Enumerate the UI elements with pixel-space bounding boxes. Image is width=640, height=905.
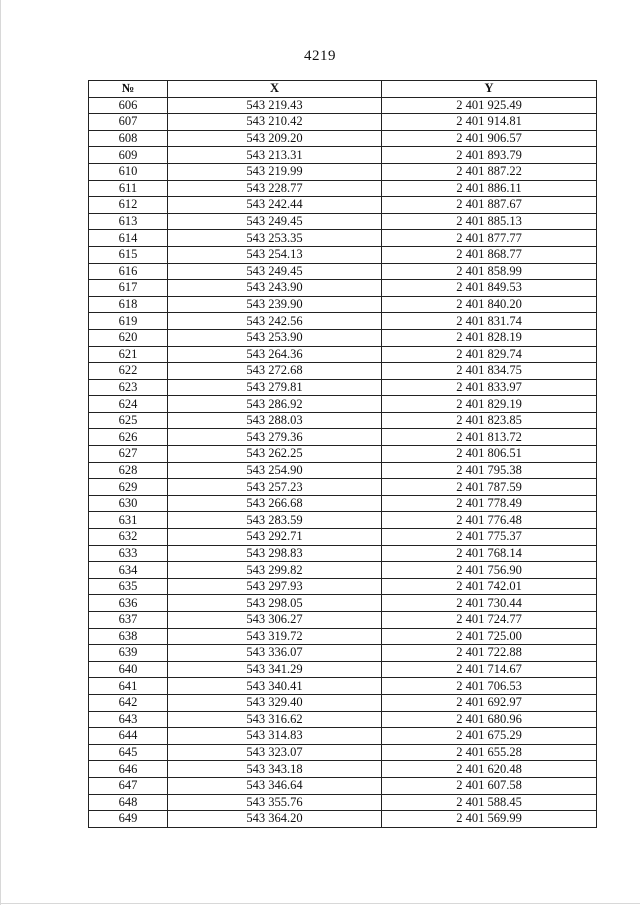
- point-number-cell: 639: [89, 645, 168, 662]
- table-row: [89, 562, 597, 579]
- x-coordinate-cell: 543 323.07: [168, 744, 382, 761]
- table-row: [89, 711, 597, 728]
- table-row: [89, 180, 597, 197]
- point-number-cell: 619: [89, 313, 168, 330]
- y-coordinate-cell: 2 401 768.14: [382, 545, 597, 562]
- table-row: [89, 678, 597, 695]
- header-row: [89, 81, 597, 98]
- table-row: [89, 512, 597, 529]
- point-number-cell: 620: [89, 329, 168, 346]
- table-row: [89, 661, 597, 678]
- y-coordinate-cell: 2 401 775.37: [382, 529, 597, 546]
- y-coordinate-cell: 2 401 620.48: [382, 761, 597, 778]
- y-coordinate-cell: 2 401 655.28: [382, 744, 597, 761]
- coordinates-table-body: [89, 97, 597, 827]
- y-coordinate-cell: 2 401 829.19: [382, 396, 597, 413]
- point-number-cell: 627: [89, 446, 168, 463]
- point-number-cell: 626: [89, 429, 168, 446]
- table-row: [89, 97, 597, 114]
- x-coordinate-cell: 543 279.36: [168, 429, 382, 446]
- table-row: [89, 612, 597, 629]
- x-coordinate-cell: 543 336.07: [168, 645, 382, 662]
- y-coordinate-cell: 2 401 823.85: [382, 412, 597, 429]
- y-coordinate-cell: 2 401 828.19: [382, 329, 597, 346]
- point-number-cell: 609: [89, 147, 168, 164]
- x-coordinate-cell: 543 319.72: [168, 628, 382, 645]
- point-number-cell: 612: [89, 197, 168, 214]
- coordinates-table-header: [89, 81, 597, 98]
- table-row: [89, 280, 597, 297]
- table-row: [89, 396, 597, 413]
- x-coordinate-cell: 543 266.68: [168, 495, 382, 512]
- point-number-cell: 645: [89, 744, 168, 761]
- y-coordinate-cell: 2 401 569.99: [382, 811, 597, 828]
- point-number-cell: 618: [89, 296, 168, 313]
- y-coordinate-cell: 2 401 813.72: [382, 429, 597, 446]
- table-row: [89, 628, 597, 645]
- table-row: [89, 595, 597, 612]
- y-coordinate-cell: 2 401 834.75: [382, 363, 597, 380]
- y-coordinate-cell: 2 401 840.20: [382, 296, 597, 313]
- x-coordinate-cell: 543 257.23: [168, 479, 382, 496]
- point-number-cell: 611: [89, 180, 168, 197]
- point-number-cell: 649: [89, 811, 168, 828]
- x-coordinate-cell: 543 239.90: [168, 296, 382, 313]
- x-coordinate-cell: 543 254.13: [168, 246, 382, 263]
- table-row: [89, 263, 597, 280]
- y-coordinate-cell: 2 401 877.77: [382, 230, 597, 247]
- y-coordinate-cell: 2 401 742.01: [382, 578, 597, 595]
- point-number-cell: 610: [89, 163, 168, 180]
- table-row: [89, 811, 597, 828]
- x-coordinate-cell: 543 343.18: [168, 761, 382, 778]
- point-number-cell: 632: [89, 529, 168, 546]
- point-number-cell: 607: [89, 114, 168, 131]
- y-coordinate-cell: 2 401 887.67: [382, 197, 597, 214]
- y-coordinate-cell: 2 401 925.49: [382, 97, 597, 114]
- table-row: [89, 213, 597, 230]
- table-row: [89, 296, 597, 313]
- point-number-cell: 606: [89, 97, 168, 114]
- point-number-cell: 625: [89, 412, 168, 429]
- point-number-cell: 631: [89, 512, 168, 529]
- header-number: №: [89, 81, 168, 98]
- point-number-cell: 646: [89, 761, 168, 778]
- y-coordinate-cell: 2 401 756.90: [382, 562, 597, 579]
- table-row: [89, 313, 597, 330]
- y-coordinate-cell: 2 401 795.38: [382, 462, 597, 479]
- y-coordinate-cell: 2 401 714.67: [382, 661, 597, 678]
- point-number-cell: 616: [89, 263, 168, 280]
- coordinates-table: [88, 80, 597, 828]
- point-number-cell: 608: [89, 130, 168, 147]
- y-coordinate-cell: 2 401 776.48: [382, 512, 597, 529]
- x-coordinate-cell: 543 254.90: [168, 462, 382, 479]
- y-coordinate-cell: 2 401 829.74: [382, 346, 597, 363]
- table-row: [89, 694, 597, 711]
- point-number-cell: 624: [89, 396, 168, 413]
- point-number-cell: 614: [89, 230, 168, 247]
- header-y: Y: [382, 81, 597, 98]
- x-coordinate-cell: 543 297.93: [168, 578, 382, 595]
- table-row: [89, 761, 597, 778]
- table-row: [89, 495, 597, 512]
- y-coordinate-cell: 2 401 730.44: [382, 595, 597, 612]
- x-coordinate-cell: 543 279.81: [168, 379, 382, 396]
- table-row: [89, 578, 597, 595]
- table-row: [89, 446, 597, 463]
- point-number-cell: 623: [89, 379, 168, 396]
- x-coordinate-cell: 543 299.82: [168, 562, 382, 579]
- y-coordinate-cell: 2 401 885.13: [382, 213, 597, 230]
- x-coordinate-cell: 543 219.43: [168, 97, 382, 114]
- table-row: [89, 163, 597, 180]
- y-coordinate-cell: 2 401 831.74: [382, 313, 597, 330]
- x-coordinate-cell: 543 272.68: [168, 363, 382, 380]
- y-coordinate-cell: 2 401 706.53: [382, 678, 597, 695]
- x-coordinate-cell: 543 210.42: [168, 114, 382, 131]
- table-row: [89, 379, 597, 396]
- x-coordinate-cell: 543 292.71: [168, 529, 382, 546]
- y-coordinate-cell: 2 401 725.00: [382, 628, 597, 645]
- x-coordinate-cell: 543 249.45: [168, 213, 382, 230]
- x-coordinate-cell: 543 242.44: [168, 197, 382, 214]
- table-row: [89, 429, 597, 446]
- point-number-cell: 640: [89, 661, 168, 678]
- x-coordinate-cell: 543 219.99: [168, 163, 382, 180]
- x-coordinate-cell: 543 286.92: [168, 396, 382, 413]
- y-coordinate-cell: 2 401 887.22: [382, 163, 597, 180]
- x-coordinate-cell: 543 340.41: [168, 678, 382, 695]
- table-row: [89, 147, 597, 164]
- x-coordinate-cell: 543 249.45: [168, 263, 382, 280]
- table-row: [89, 777, 597, 794]
- table-row: [89, 130, 597, 147]
- y-coordinate-cell: 2 401 868.77: [382, 246, 597, 263]
- x-coordinate-cell: 543 283.59: [168, 512, 382, 529]
- table-row: [89, 412, 597, 429]
- y-coordinate-cell: 2 401 588.45: [382, 794, 597, 811]
- scan-edge-left: [0, 0, 1, 905]
- x-coordinate-cell: 543 264.36: [168, 346, 382, 363]
- y-coordinate-cell: 2 401 692.97: [382, 694, 597, 711]
- y-coordinate-cell: 2 401 787.59: [382, 479, 597, 496]
- point-number-cell: 615: [89, 246, 168, 263]
- table-row: [89, 363, 597, 380]
- x-coordinate-cell: 543 209.20: [168, 130, 382, 147]
- table-row: [89, 346, 597, 363]
- point-number-cell: 644: [89, 728, 168, 745]
- table-row: [89, 744, 597, 761]
- x-coordinate-cell: 543 243.90: [168, 280, 382, 297]
- x-coordinate-cell: 543 346.64: [168, 777, 382, 794]
- y-coordinate-cell: 2 401 724.77: [382, 612, 597, 629]
- y-coordinate-cell: 2 401 906.57: [382, 130, 597, 147]
- table-row: [89, 529, 597, 546]
- table-row: [89, 114, 597, 131]
- point-number-cell: 648: [89, 794, 168, 811]
- y-coordinate-cell: 2 401 680.96: [382, 711, 597, 728]
- table-row: [89, 645, 597, 662]
- table-row: [89, 462, 597, 479]
- point-number-cell: 633: [89, 545, 168, 562]
- x-coordinate-cell: 543 329.40: [168, 694, 382, 711]
- point-number-cell: 622: [89, 363, 168, 380]
- point-number-cell: 641: [89, 678, 168, 695]
- y-coordinate-cell: 2 401 722.88: [382, 645, 597, 662]
- x-coordinate-cell: 543 253.90: [168, 329, 382, 346]
- x-coordinate-cell: 543 262.25: [168, 446, 382, 463]
- point-number-cell: 638: [89, 628, 168, 645]
- x-coordinate-cell: 543 253.35: [168, 230, 382, 247]
- table-row: [89, 329, 597, 346]
- point-number-cell: 636: [89, 595, 168, 612]
- x-coordinate-cell: 543 242.56: [168, 313, 382, 330]
- x-coordinate-cell: 543 355.76: [168, 794, 382, 811]
- y-coordinate-cell: 2 401 886.11: [382, 180, 597, 197]
- y-coordinate-cell: 2 401 858.99: [382, 263, 597, 280]
- point-number-cell: 630: [89, 495, 168, 512]
- point-number-cell: 643: [89, 711, 168, 728]
- x-coordinate-cell: 543 228.77: [168, 180, 382, 197]
- point-number-cell: 635: [89, 578, 168, 595]
- x-coordinate-cell: 543 364.20: [168, 811, 382, 828]
- x-coordinate-cell: 543 298.83: [168, 545, 382, 562]
- point-number-cell: 621: [89, 346, 168, 363]
- point-number-cell: 642: [89, 694, 168, 711]
- x-coordinate-cell: 543 298.05: [168, 595, 382, 612]
- y-coordinate-cell: 2 401 849.53: [382, 280, 597, 297]
- y-coordinate-cell: 2 401 833.97: [382, 379, 597, 396]
- x-coordinate-cell: 543 213.31: [168, 147, 382, 164]
- table-row: [89, 197, 597, 214]
- point-number-cell: 629: [89, 479, 168, 496]
- table-row: [89, 545, 597, 562]
- point-number-cell: 647: [89, 777, 168, 794]
- x-coordinate-cell: 543 316.62: [168, 711, 382, 728]
- y-coordinate-cell: 2 401 778.49: [382, 495, 597, 512]
- table-row: [89, 479, 597, 496]
- x-coordinate-cell: 543 288.03: [168, 412, 382, 429]
- point-number-cell: 617: [89, 280, 168, 297]
- page-number: 4219: [304, 48, 336, 64]
- header-x: X: [168, 81, 382, 98]
- x-coordinate-cell: 543 341.29: [168, 661, 382, 678]
- y-coordinate-cell: 2 401 893.79: [382, 147, 597, 164]
- point-number-cell: 634: [89, 562, 168, 579]
- x-coordinate-cell: 543 306.27: [168, 612, 382, 629]
- point-number-cell: 637: [89, 612, 168, 629]
- y-coordinate-cell: 2 401 914.81: [382, 114, 597, 131]
- table-row: [89, 246, 597, 263]
- x-coordinate-cell: 543 314.83: [168, 728, 382, 745]
- table-row: [89, 230, 597, 247]
- scan-edge-bottom: [0, 903, 640, 904]
- y-coordinate-cell: 2 401 607.58: [382, 777, 597, 794]
- y-coordinate-cell: 2 401 675.29: [382, 728, 597, 745]
- y-coordinate-cell: 2 401 806.51: [382, 446, 597, 463]
- point-number-cell: 628: [89, 462, 168, 479]
- point-number-cell: 613: [89, 213, 168, 230]
- table-row: [89, 728, 597, 745]
- table-row: [89, 794, 597, 811]
